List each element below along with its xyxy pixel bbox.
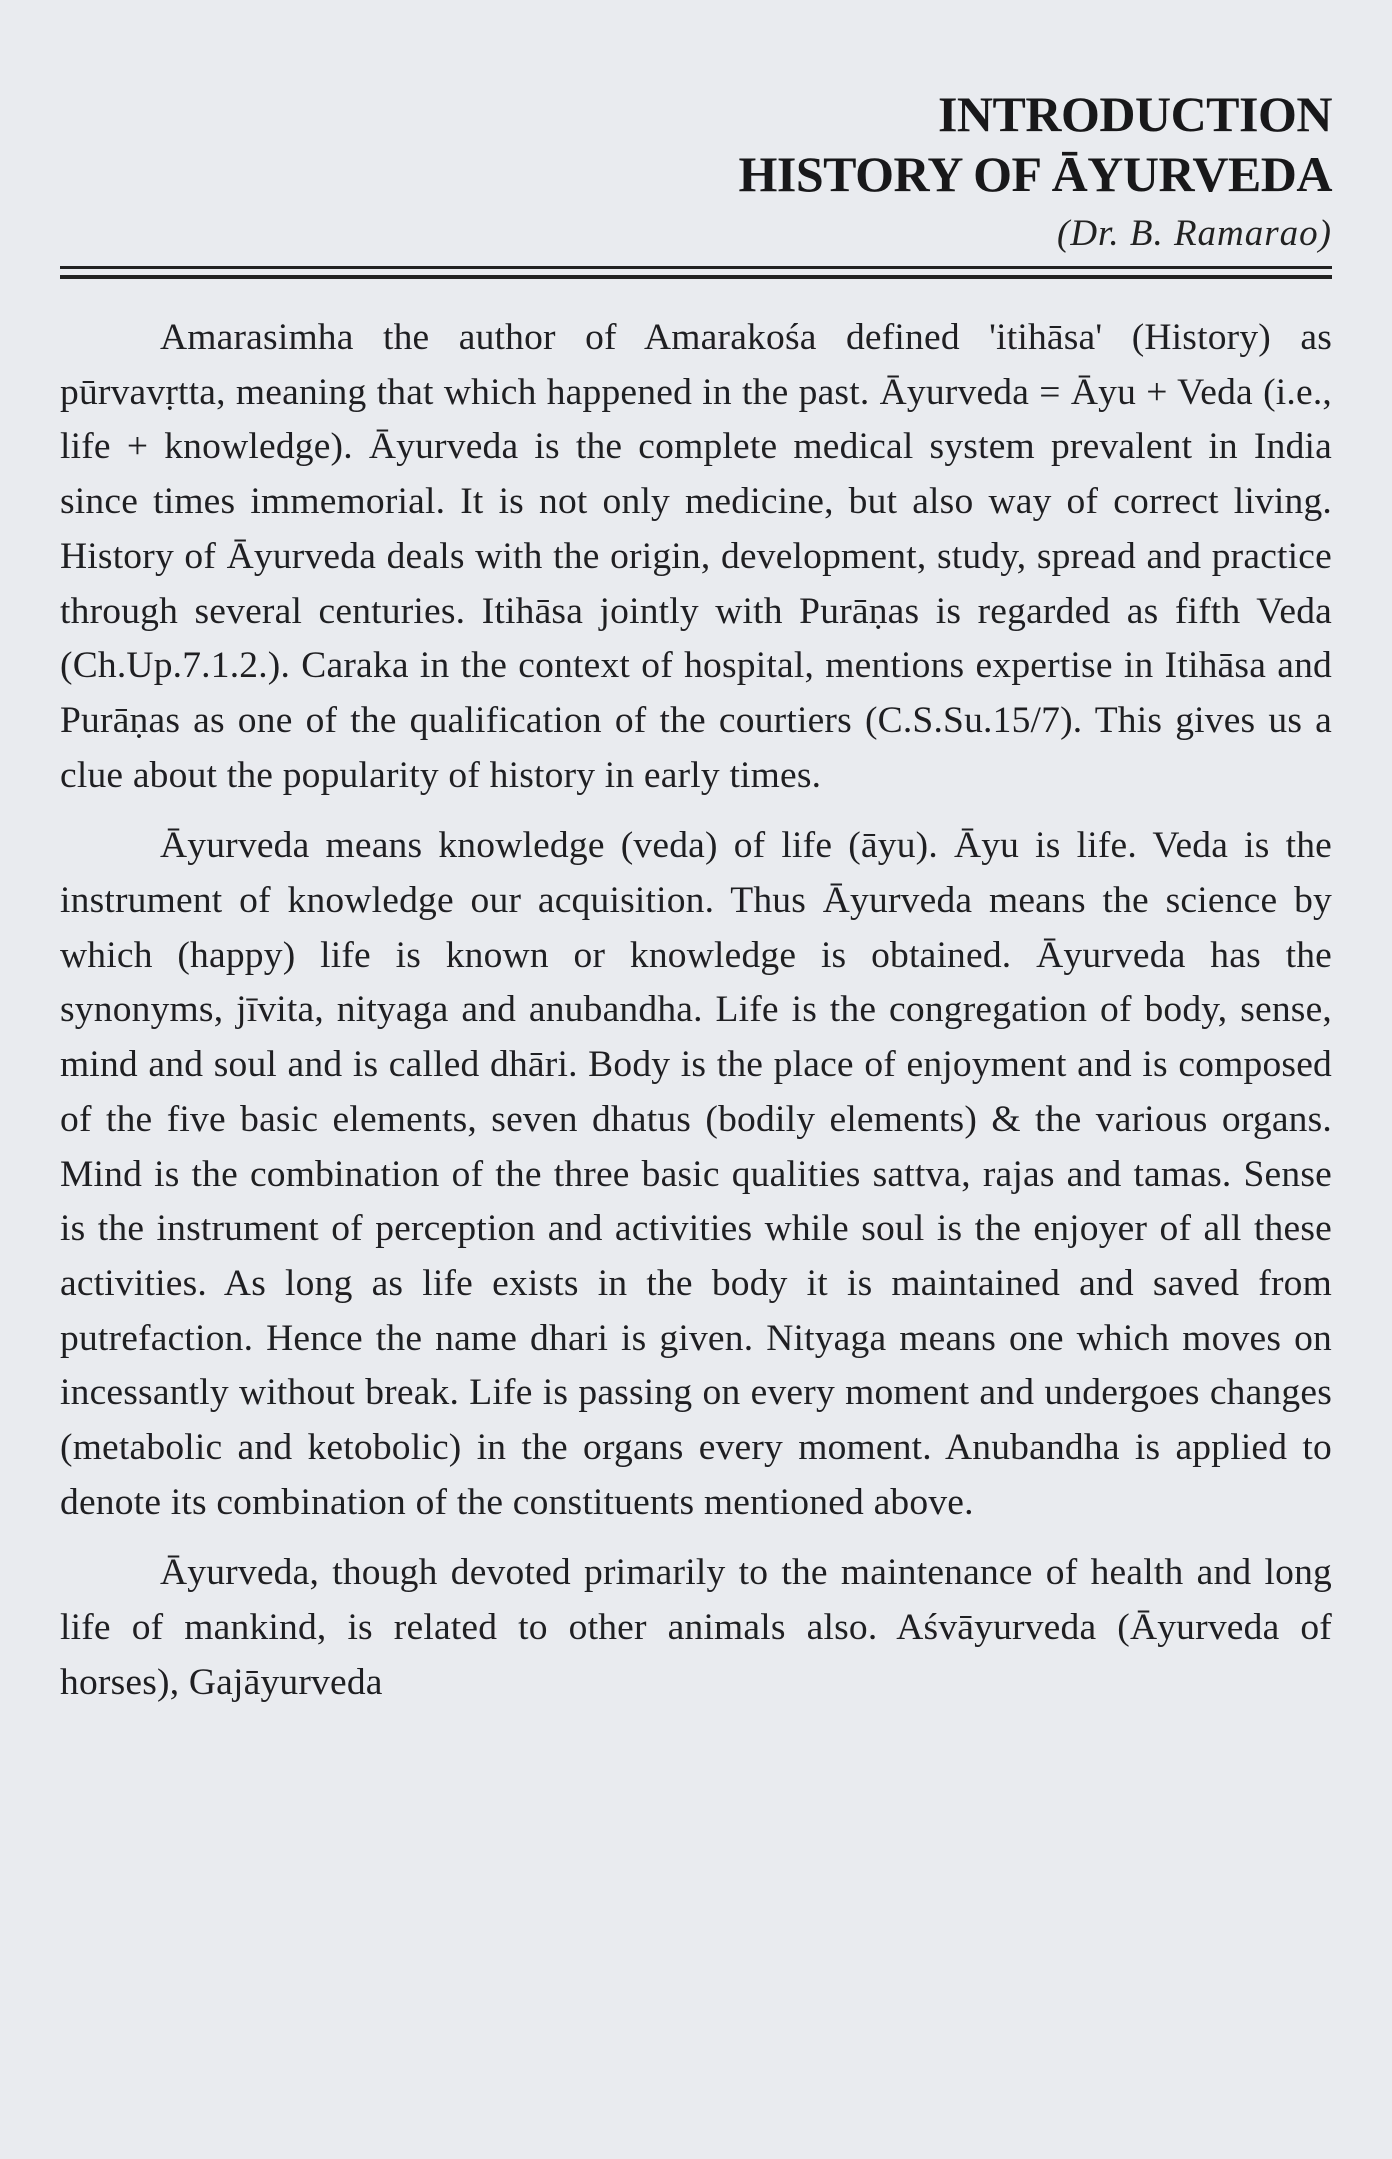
- chapter-title: INTRODUCTION: [937, 86, 1332, 142]
- paragraph-3: Āyurveda, though devoted primarily to the maintenance of health and long life of mankind, is related to other animals also. Aśvāyurveda (Āyurveda of horses), Gajāyurveda: [60, 1552, 1332, 1703]
- paragraph-2: Āyurveda means knowledge (veda) of life (āyu). Āyu is life. Veda is the instrument of knowledge our acquisition. Thus Āyurveda means the science by which (happy) life is known or knowledge is obtained. Āyurveda has the synonyms, jīvita, nityaga and anubandha. Life is the congregation of body, sense, mind and soul and is called dhāri. Body is the place of enjoyment and is composed of the five basic elements, seven dhatus (bodily elements) & the various organs. Mind is the combination of the three basic qualities sattva, rajas and tamas. Sense is the instrument of perception and activities while soul is the enjoyer of all these activities. As long as life exists in the body it is maintained and saved from putrefaction. Hence the name dhari is given. Nityaga means one which moves on incessantly without break. Life is passing on every moment and undergoes changes (metabolic and ketobolic) in the organs every moment. Anubandha is applied to denote its combination of the constituents mentioned above.: [60, 825, 1332, 1523]
- chapter-header: [60, 84, 1332, 258]
- divider-thick-rule: [60, 275, 1332, 279]
- paragraph-1: Amarasimha the author of Amarakośa defined 'itihāsa' (History) as pūrvavṛtta, meaning that which happened in the past. Āyurveda = Āyu + Veda (i.e., life + knowledge). Āyurveda is the complete medical system prevalent in India since times immemorial. It is not only medicine, but also way of correct living. History of Āyurveda deals with the origin, development, study, spread and practice through several centuries. Itihāsa jointly with Purāṇas is regarded as fifth Veda (Ch.Up.7.1.2.). Caraka in the context of hospital, mentions expertise in Itihāsa and Purāṇas as one of the qualification of the courtiers (C.S.Su.15/7). This gives us a clue about the popularity of history in early times.: [60, 317, 1332, 796]
- header-divider: [60, 266, 1332, 279]
- author-credit: (Dr. B. Ramarao): [1057, 213, 1332, 254]
- body-text: [60, 311, 1332, 1711]
- chapter-subtitle: HISTORY OF ĀYURVEDA: [738, 146, 1332, 202]
